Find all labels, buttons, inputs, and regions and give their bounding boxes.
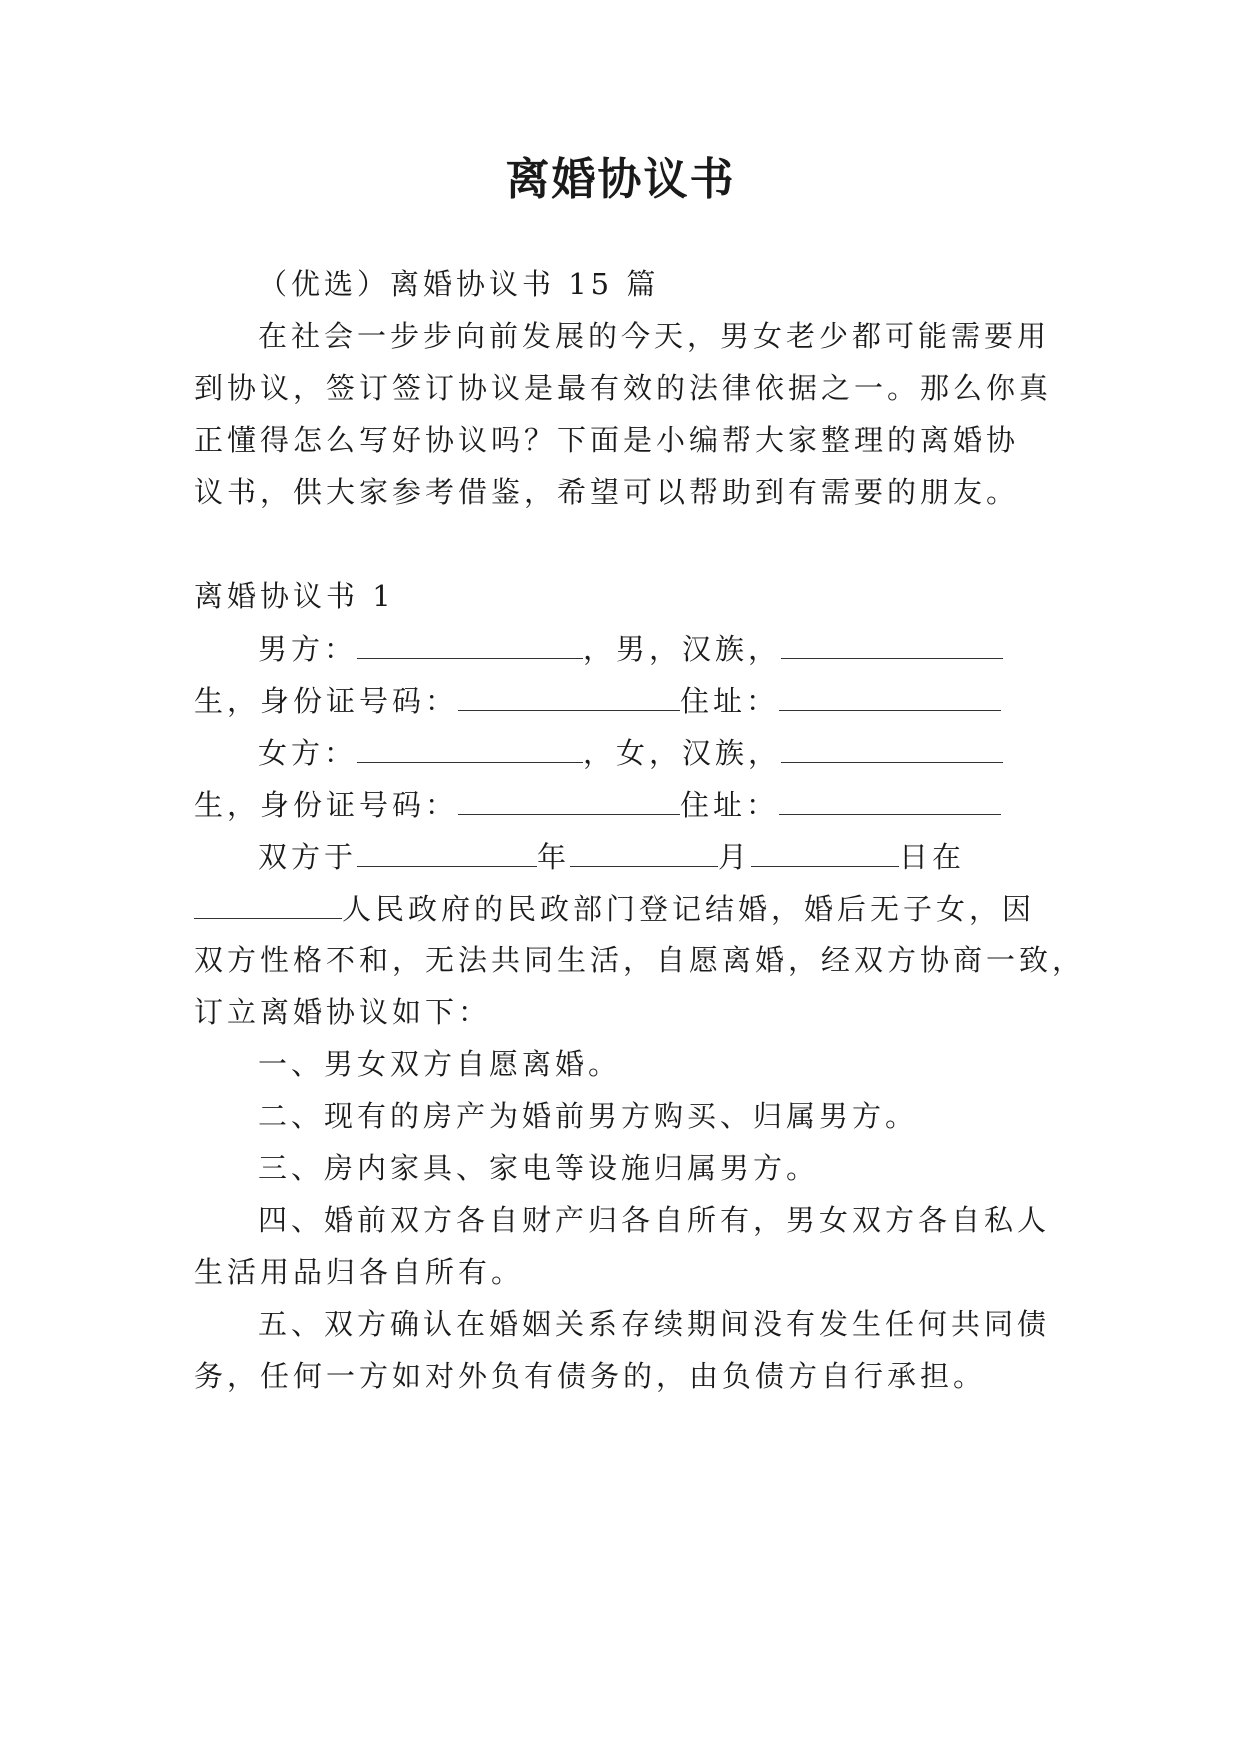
male-sep: ，男，汉族， bbox=[583, 632, 782, 666]
intro-line-3: 正懂得怎么写好协议吗？下面是小编帮大家整理的离婚协 bbox=[194, 423, 1020, 457]
clause-1: 一、男女双方自愿离婚。 bbox=[258, 1047, 622, 1081]
marriage-month-blank[interactable] bbox=[570, 836, 718, 867]
male-id-blank[interactable] bbox=[458, 680, 680, 711]
marriage-place-blank[interactable] bbox=[194, 888, 342, 919]
intro-line-1: 在社会一步步向前发展的今天，男女老少都可能需要用 bbox=[258, 319, 1051, 353]
female-party-line bbox=[258, 732, 1054, 773]
marriage-day-blank[interactable] bbox=[751, 836, 899, 867]
female-birth-label: 生，身份证号码： bbox=[194, 788, 459, 822]
marriage-prefix: 双方于 bbox=[258, 840, 358, 874]
female-label: 女方： bbox=[258, 736, 358, 770]
clause-3: 三、房内家具、家电等设施归属男方。 bbox=[258, 1151, 820, 1185]
marriage-month-label: 月 bbox=[718, 840, 752, 874]
female-address-label: 住址： bbox=[680, 788, 780, 822]
male-id-line bbox=[194, 680, 1054, 721]
clause-4-cont: 生活用品归各自所有。 bbox=[194, 1255, 525, 1289]
section-heading: 离婚协议书 1 bbox=[194, 579, 395, 613]
marriage-year-blank[interactable] bbox=[357, 836, 537, 867]
marriage-line-2-text: 人民政府的民政部门登记结婚，婚后无子女，因 bbox=[342, 892, 1036, 926]
male-address-blank[interactable] bbox=[779, 680, 1001, 711]
male-name-blank[interactable] bbox=[357, 628, 583, 659]
clause-2: 二、现有的房产为婚前男方购买、归属男方。 bbox=[258, 1099, 919, 1133]
male-party-line bbox=[258, 628, 1054, 669]
male-birth-label: 生，身份证号码： bbox=[194, 684, 459, 718]
intro-line-4: 议书，供大家参考借鉴，希望可以帮助到有需要的朋友。 bbox=[194, 475, 1020, 509]
marriage-line-2 bbox=[194, 888, 1054, 929]
document-title: 离婚协议书 bbox=[505, 154, 736, 205]
clause-5: 五、双方确认在婚姻关系存续期间没有发生任何共同债 bbox=[258, 1307, 1051, 1341]
clause-4: 四、婚前双方各自财产归各自所有，男女双方各自私人 bbox=[258, 1203, 1051, 1237]
marriage-line-3: 双方性格不和，无法共同生活，自愿离婚，经双方协商一致， bbox=[194, 943, 1086, 977]
female-address-blank[interactable] bbox=[779, 784, 1001, 815]
clause-5-cont: 务，任何一方如对外负有债务的，由负债方自行承担。 bbox=[194, 1359, 987, 1393]
marriage-line-4: 订立离婚协议如下： bbox=[194, 995, 492, 1029]
male-label: 男方： bbox=[258, 632, 358, 666]
female-sep: ，女，汉族， bbox=[583, 736, 782, 770]
male-birth-blank[interactable] bbox=[781, 628, 1003, 659]
marriage-date-line bbox=[258, 836, 1054, 877]
marriage-day-label: 日在 bbox=[899, 840, 966, 874]
female-id-line bbox=[194, 784, 1054, 825]
document-subtitle: （优选）离婚协议书 15 篇 bbox=[258, 267, 660, 301]
female-birth-blank[interactable] bbox=[781, 732, 1003, 763]
male-address-label: 住址： bbox=[680, 684, 780, 718]
marriage-year-label: 年 bbox=[537, 840, 571, 874]
intro-line-2: 到协议，签订签订协议是最有效的法律依据之一。那么你真 bbox=[194, 371, 1053, 405]
female-id-blank[interactable] bbox=[458, 784, 680, 815]
female-name-blank[interactable] bbox=[357, 732, 583, 763]
